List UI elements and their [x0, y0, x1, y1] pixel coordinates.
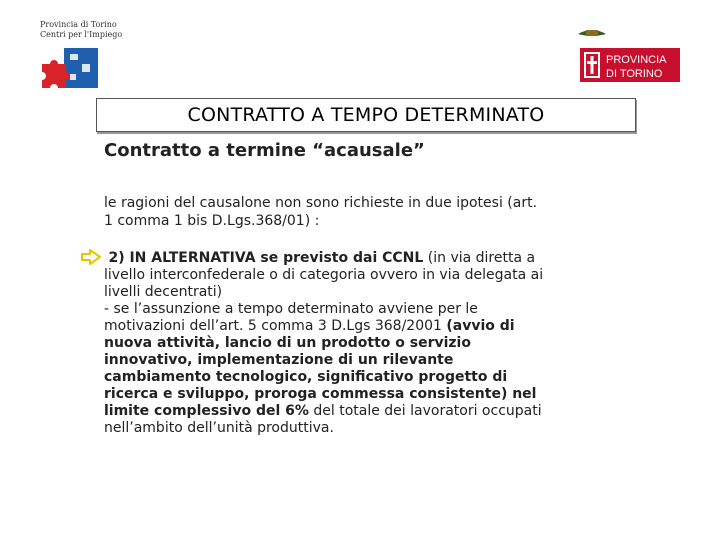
bullet-paragraph	[104, 250, 688, 437]
left-logo-line1: Provincia di Torino	[40, 20, 117, 29]
bullet-line-6	[104, 335, 688, 352]
bullet-line-8-bold: cambiamento tecnologico, significativo progetto di	[104, 369, 508, 385]
slide-title: CONTRATTO A TEMPO DETERMINATO	[187, 104, 545, 126]
bullet-line-10-bold: limite complessivo del 6%	[104, 403, 309, 419]
puzzle-red-piece	[42, 60, 70, 88]
bullet-line-9	[104, 386, 688, 403]
coat-of-arms-icon	[578, 30, 606, 36]
bullet-line-1-rest: (in via diretta a	[423, 250, 536, 266]
puzzle-logo-icon	[36, 44, 106, 96]
province-label-line1: PROVINCIA	[606, 54, 667, 66]
arrow-bullet-icon	[80, 248, 102, 266]
left-logo-line2: Centri per l'Impiego	[40, 30, 123, 39]
bullet-bold-heading: 2) IN ALTERNATIVA se previsto dai CCNL	[108, 250, 424, 266]
intro-line: 1 comma 1 bis D.Lgs.368/01) :	[104, 213, 320, 229]
bullet-line-3: livelli decentrati)	[104, 284, 223, 300]
province-label-line2: DI TORINO	[606, 68, 663, 80]
bullet-line-7-bold: innovativo, implementazione di un rilevante	[104, 352, 454, 368]
bullet-line-5-normal: motivazioni dell’art. 5 comma 3 D.Lgs 368/2001	[104, 318, 447, 334]
bullet-line-1	[104, 250, 688, 267]
shield-cross-h	[587, 61, 597, 64]
left-logo-text	[40, 20, 122, 40]
puzzle-blue-piece	[64, 48, 98, 88]
province-logo	[576, 28, 688, 84]
intro-paragraph	[104, 194, 684, 230]
bullet-line-10	[104, 403, 688, 420]
bullet-line-8	[104, 369, 688, 386]
bullet-line-7	[104, 352, 688, 369]
bullet-line-5	[104, 318, 688, 335]
bullet-line-11: nell’ambito dell’unità produttiva.	[104, 420, 334, 436]
slide-subtitle: Contratto a termine “acausale”	[104, 140, 425, 161]
bullet-line-5-bold: (avvio di	[446, 318, 515, 334]
bullet-line-6-bold: nuova attività, lancio di un prodotto o servizio	[104, 335, 471, 351]
shield-cross-v	[591, 56, 594, 74]
intro-line: le ragioni del causalone non sono richieste in due ipotesi (art.	[104, 195, 538, 211]
bullet-line-4: - se l’assunzione a tempo determinato avviene per le	[104, 301, 478, 317]
slide-title-box	[96, 98, 636, 132]
bullet-line-10-rest: del totale dei lavoratori occupati	[308, 403, 542, 419]
bullet-line-2: livello interconfederale o di categoria ovvero in via delegata ai	[104, 267, 544, 283]
bullet-line-9-bold: ricerca e sviluppo, proroga commessa consistente) nel	[104, 386, 537, 402]
